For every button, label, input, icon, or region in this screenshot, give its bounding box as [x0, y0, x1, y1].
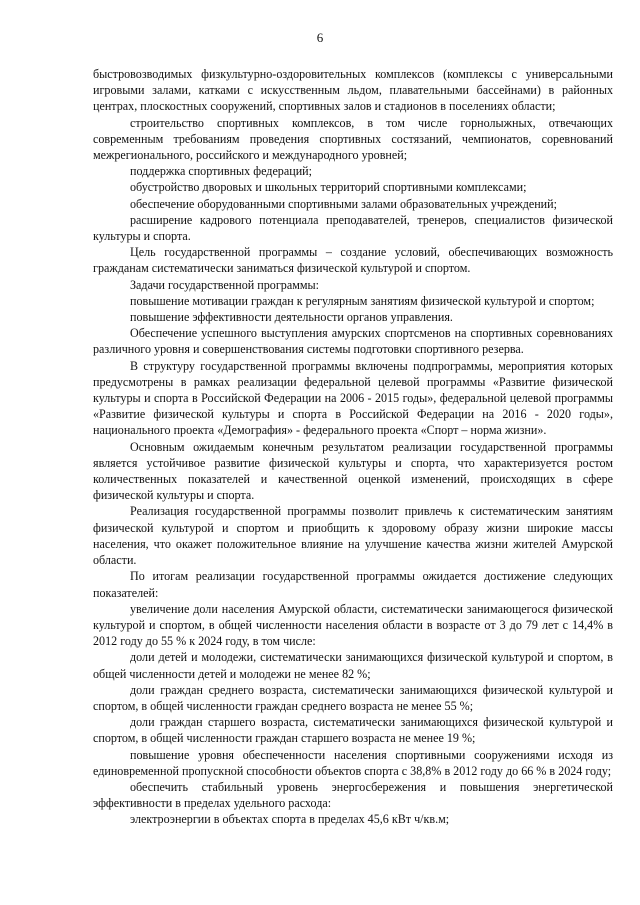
paragraph: Задачи государственной программы: — [130, 277, 319, 292]
paragraph: быстровозводимых физкультурно-оздоровительных комплексов (комплексы с универсальными игровыми залами, катками с искусственным льдом, плавательными бассейнами) в районных центрах, плоскостных сооружений, спортивных залов и стадионов в поселениях области; — [93, 67, 613, 114]
paragraph: Обеспечение успешного выступления амурских спортсменов на спортивных соревнованиях различного уровня и совершенствования системы подготовки спортивного резерва. — [93, 326, 613, 357]
body-text — [93, 66, 613, 828]
paragraph: доли граждан среднего возраста, систематически занимающихся физической культурой и спортом, в общей численности граждан среднего возраста не менее 55 %; — [93, 682, 613, 713]
paragraph: расширение кадрового потенциала преподавателей, тренеров, специалистов физической культуры и спорта. — [93, 212, 613, 244]
paragraph: строительство спортивных комплексов, в том числе горнолыжных, отвечающих современным требованиям проведения спортивных состязаний, чемпионатов, соревнований межрегионального, российского и международного уровней; — [93, 115, 613, 163]
paragraph: обеспечение оборудованными спортивными залами образовательных учреждений; — [130, 196, 557, 211]
paragraph: электроэнергии в объектах спорта в пределах 45,6 кВт ч/кв.м; — [130, 812, 450, 827]
paragraph: увеличение доли населения Амурской области, систематически занимающегося физической культурой и спортом, в общей численности населения области в возрасте от 3 до 79 лет с 14,4% в 2012 году до 55 % к 2024 году, в том числе: — [93, 601, 613, 649]
page-number: 6 — [316, 30, 324, 45]
paragraph: обеспечить стабильный уровень энергосбережения и повышения энергетической эффективности в пределах удельного расхода: — [93, 779, 613, 811]
paragraph: Цель государственной программы – создание условий, обеспечивающих возможность гражданам систематически заниматься физической культурой и спортом. — [93, 245, 613, 276]
paragraph: доли детей и молодежи, систематически занимающихся физической культурой и спортом, в общей численности детей и молодежи не менее 82 %; — [93, 650, 613, 681]
paragraph: По итогам реализации государственной программы ожидается достижение следующих показателей: — [93, 569, 613, 600]
paragraph: Основным ожидаемым конечным результатом реализации государственной программы является устойчивое развитие физической культуры и спорта, что характеризуется ростом количественных показателей и качественной оценкой изменений, происходящих в сфере физической культуры и спорта. — [93, 439, 613, 503]
paragraph: повышение уровня обеспеченности населения спортивными сооружениями исходя из единовременной пропускной способности объектов спорта с 38,8% в 2012 году до 66 % в 2024 году; — [93, 747, 613, 778]
paragraph: доли граждан старшего возраста, систематически занимающихся физической культурой и спортом, в общей численности граждан старшего возраста не менее 19 %; — [93, 715, 613, 746]
paragraph: поддержка спортивных федераций; — [130, 164, 312, 179]
paragraph: Реализация государственной программы позволит привлечь к систематическим занятиям физической культурой и спортом и приобщить к здоровому образу жизни широкие массы населения, что окажет положительное влияние на улучшение качества жизни жителей Амурской области. — [93, 504, 613, 568]
paragraph: В структуру государственной программы включены подпрограммы, мероприятия которых предусмотрены в рамках реализации федеральной целевой программы «Развитие физической культуры и спорта в Российской Федерации на 2006 - 2015 годы», федеральной целевой программы «Развитие физической культуры и спорта в Российской Федерации на 2016 - 2020 годы», национального проекта «Демография» - федерального проекта «Спорт – норма жизни». — [93, 358, 613, 438]
paragraph: повышение эффективности деятельности органов управления. — [130, 310, 453, 325]
paragraph: обустройство дворовых и школьных территорий спортивными комплексами; — [130, 180, 527, 195]
paragraph: повышение мотивации граждан к регулярным занятиям физической культурой и спортом; — [130, 293, 595, 308]
